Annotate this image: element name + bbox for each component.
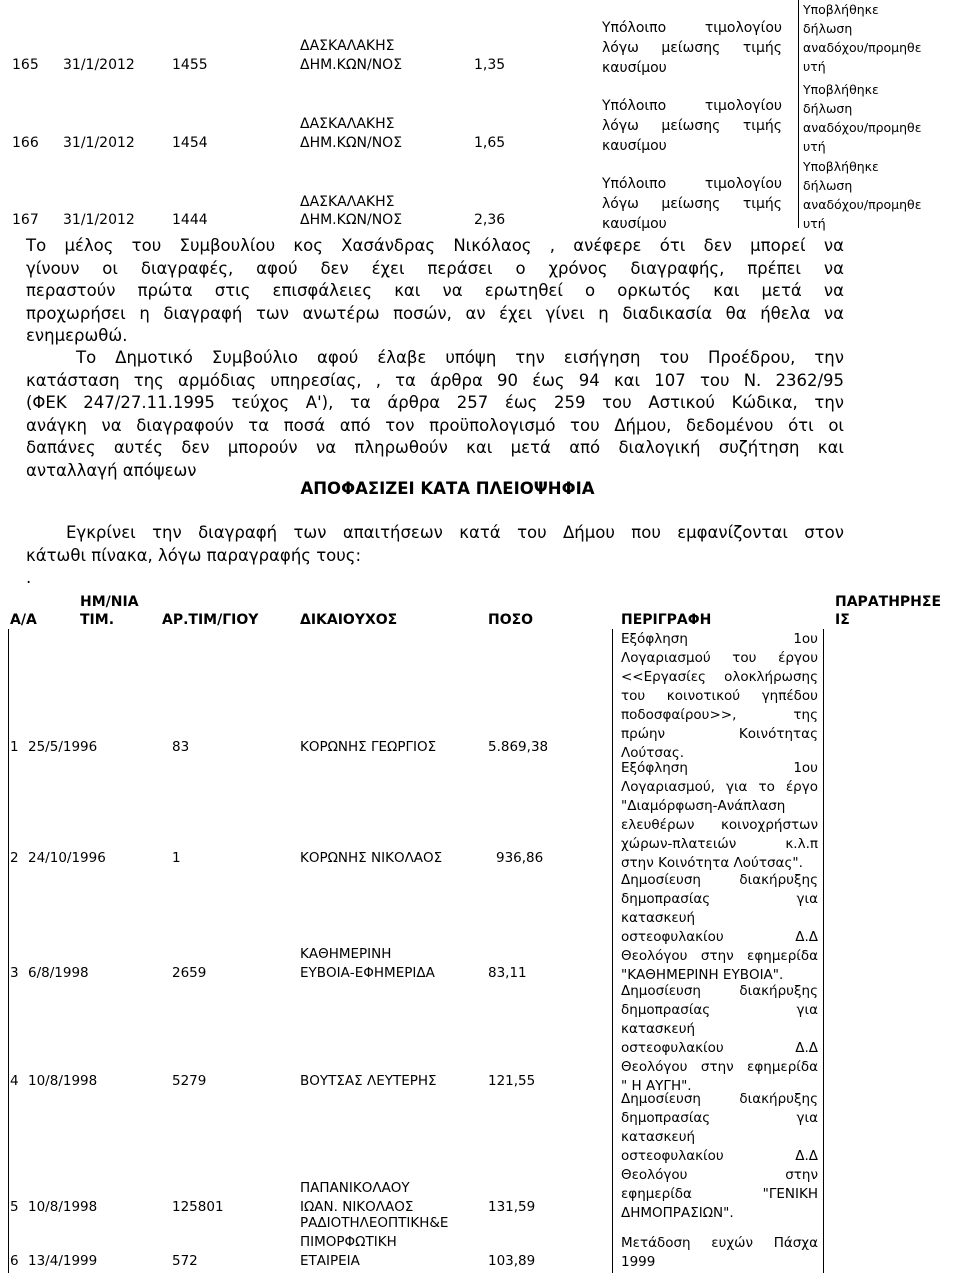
paragraph-line: ενημερωθώ. xyxy=(26,326,128,345)
row-amount: 1,35 xyxy=(474,57,506,73)
cell-aa: 6 xyxy=(10,1253,19,1269)
top-table-divider xyxy=(798,0,799,228)
description-line: Θεολόγου στην εφημερίδα xyxy=(621,1059,818,1075)
paragraph-line: γίνουν οι διαγραφές, αφού δεν έχει περάσει ο χρόνος διαγραφής, πρέπει να xyxy=(26,258,844,278)
paragraph-line: Το μέλος του Συμβουλίου κος Χασάνδρας Νικόλαος , ανέφερε ότι δεν μπορεί να xyxy=(26,236,844,255)
cell-invoice: 572 xyxy=(172,1253,198,1269)
description-line: Θεολόγου στην εφημερίδα xyxy=(621,948,818,964)
row-name-line1: ΔΑΣΚΑΛΑΚΗΣ xyxy=(300,116,395,132)
paragraph-line: προχωρήσει η διαγραφή των ανωτέρω ποσών, αν έχει γίνει η διαδικασία θα ήθελα να xyxy=(26,303,844,323)
paragraph-line: ανάγκη να διαγραφούν τα ποσά από τον προϋπολογισμό του Δήμου, δεδομένου ότι οι xyxy=(26,415,844,435)
row-status-line2: δήλωση xyxy=(803,178,853,193)
description-line: Λούτσας. xyxy=(621,745,685,761)
cell-amount: 103,89 xyxy=(488,1253,536,1269)
council-member-paragraph xyxy=(26,235,844,348)
row-desc-line2: λόγω μείωσης τιμής xyxy=(602,196,782,212)
cell-beneficiary-line2: ΕΥΒΟΙΑ-ΕΦΗΜΕΡΙΔΑ xyxy=(300,965,435,981)
description-line: χώρων-πλατειών κ.λ.π xyxy=(621,836,818,852)
header-remarks-line2: ΙΣ xyxy=(835,612,850,628)
description-line: του κοινοτικού γηπέδου xyxy=(621,688,818,704)
cell-date: 13/4/1999 xyxy=(28,1253,98,1269)
row-status-line4: υτή xyxy=(803,139,826,154)
table-border-left xyxy=(8,629,9,1273)
header-remarks-line1: ΠΑΡΑΤΗΡΗΣΕ xyxy=(835,594,942,610)
description-line: οστεοφυλακίου Δ.Δ xyxy=(621,929,818,945)
row-desc-line3: καυσίμου xyxy=(602,216,667,232)
cell-beneficiary: ΚΟΡΩΝΗΣ ΝΙΚΟΛΑΟΣ xyxy=(300,850,443,866)
description-line: πρώην Κοινότητας xyxy=(621,726,818,742)
paragraph-line: Εγκρίνει την διαγραφή των απαιτήσεων κατά του Δήμου που εμφανίζονται στον xyxy=(66,523,844,542)
cell-aa: 2 xyxy=(10,850,19,866)
cell-date: 10/8/1998 xyxy=(28,1073,98,1089)
description-line: εφημερίδα "ΓΕΝΙΚΗ xyxy=(621,1186,818,1202)
header-description: ΠΕΡΙΓΡΑΦΗ xyxy=(621,612,712,628)
description-line: ελευθέρων κοινοχρήστων xyxy=(621,817,818,833)
paragraph-line: Το Δημοτικό Συμβούλιο αφού έλαβε υπόψη την εισήγηση του Προέδρου, την xyxy=(76,348,844,367)
cell-amount: 936,86 xyxy=(496,850,544,866)
description-line: 1999 xyxy=(621,1254,656,1270)
description-line: Εξόφληση 1ου xyxy=(621,631,818,647)
description-line: " Η ΑΥΓΗ". xyxy=(621,1078,692,1094)
row-desc-line1: Υπόλοιπο τιμολογίου xyxy=(602,176,782,192)
cell-invoice: 83 xyxy=(172,739,190,755)
cell-beneficiary: ΚΟΡΩΝΗΣ ΓΕΩΡΓΙΟΣ xyxy=(300,739,437,755)
cell-description xyxy=(621,1090,818,1223)
row-number: 166 xyxy=(12,135,39,151)
description-line: κατασκευή xyxy=(621,1129,696,1145)
cell-beneficiary-line3: ΕΤΑΙΡΕΙΑ xyxy=(300,1253,360,1269)
description-line: στην Κοινότητα Λούτσας". xyxy=(621,855,803,871)
row-status-line2: δήλωση xyxy=(803,101,853,116)
row-date: 31/1/2012 xyxy=(63,212,135,228)
paragraph-line: κατάσταση της αρμόδιας υπηρεσίας, , τα άρθρα 90 έως 94 και 107 του Ν. 2362/95 xyxy=(26,370,844,390)
paragraph-line: ανταλλαγή απόψεων xyxy=(26,460,197,480)
cell-aa: 3 xyxy=(10,965,19,981)
row-name-line2: ΔΗΜ.ΚΩΝ/ΝΟΣ xyxy=(300,135,403,151)
description-line: ποδοσφαίρου>>, της xyxy=(621,707,818,723)
paragraph-line: δαπάνες αυτές δεν μπορούν να πληρωθούν και μετά από διαλογική συζήτηση και xyxy=(26,438,844,457)
header-aa: Α/Α xyxy=(10,612,37,628)
table-column-divider xyxy=(823,629,824,1273)
cell-amount: 83,11 xyxy=(488,965,527,981)
description-line: δημοπρασίας για xyxy=(621,1110,818,1126)
header-invoice: ΑΡ.ΤΙΜ/ΓΙΟΥ xyxy=(162,612,259,628)
row-name-line1: ΔΑΣΚΑΛΑΚΗΣ xyxy=(300,38,395,54)
paragraph-line: . xyxy=(26,568,32,587)
row-status-line4: υτή xyxy=(803,216,826,231)
council-decision-paragraph xyxy=(26,347,844,482)
row-status-line2: δήλωση xyxy=(803,21,853,36)
description-line: οστεοφυλακίου Δ.Δ xyxy=(621,1040,818,1056)
description-line: Λογαριασμού του έργου xyxy=(621,650,818,666)
header-beneficiary: ΔΙΚΑΙΟΥΧΟΣ xyxy=(300,612,398,628)
paragraph-line: κάτωθι πίνακα, λόγω παραγραφής τους: xyxy=(26,545,362,565)
cell-beneficiary-line1: ΠΑΠΑΝΙΚΟΛΑΟΥ xyxy=(300,1180,410,1196)
row-number: 167 xyxy=(12,212,39,228)
cell-beneficiary-line2: ΠΙΜΟΡΦΩΤΙΚΗ xyxy=(300,1234,397,1250)
description-line: δημοπρασίας για xyxy=(621,891,818,907)
cell-beneficiary-line1: ΡΑΔΙΟΤΗΛΕΟΠΤΙΚΗ&Ε xyxy=(300,1215,449,1231)
description-line: ΔΗΜΟΠΡΑΣΙΩΝ". xyxy=(621,1205,734,1221)
cell-description xyxy=(621,982,818,1096)
description-line: δημοπρασίας για xyxy=(621,1002,818,1018)
row-code: 1455 xyxy=(172,57,208,73)
description-line: Λογαριασμού, για το έργο xyxy=(621,779,818,795)
row-code: 1444 xyxy=(172,212,208,228)
cell-invoice: 5279 xyxy=(172,1073,207,1089)
cell-beneficiary: ΒΟΥΤΣΑΣ ΛΕΥΤΕΡΗΣ xyxy=(300,1073,437,1089)
cell-amount: 5.869,38 xyxy=(488,739,549,755)
row-desc-line2: λόγω μείωσης τιμής xyxy=(602,118,782,134)
row-date: 31/1/2012 xyxy=(63,135,135,151)
description-line: "Διαμόρφωση-Ανάπλαση xyxy=(621,798,786,814)
cell-invoice: 125801 xyxy=(172,1199,224,1215)
row-status-line4: υτή xyxy=(803,59,826,74)
cell-amount: 131,59 xyxy=(488,1199,536,1215)
table-column-divider xyxy=(612,629,613,1273)
cell-aa: 5 xyxy=(10,1199,19,1215)
cell-description xyxy=(621,871,818,985)
cell-date: 24/10/1996 xyxy=(28,850,106,866)
cell-aa: 4 xyxy=(10,1073,19,1089)
row-desc-line2: λόγω μείωσης τιμής xyxy=(602,40,782,56)
row-desc-line1: Υπόλοιπο τιμολογίου xyxy=(602,20,782,36)
header-date-line2: ΤΙΜ. xyxy=(80,612,115,628)
row-desc-line1: Υπόλοιπο τιμολογίου xyxy=(602,98,782,114)
description-line: <<Εργασίες ολοκλήρωσης xyxy=(621,669,818,685)
row-status-line1: Υποβλήθηκε xyxy=(803,159,879,174)
row-status-line3: αναδόχου/προμηθε xyxy=(803,197,922,212)
cell-aa: 1 xyxy=(10,739,19,755)
row-amount: 1,65 xyxy=(474,135,506,151)
paragraph-line: (ΦΕΚ 247/27.11.1995 τεύχος Α'), τα άρθρα 257 έως 259 του Αστικού Κώδικα, την xyxy=(26,393,844,412)
row-number: 165 xyxy=(12,57,39,73)
row-status-line3: αναδόχου/προμηθε xyxy=(803,40,922,55)
decision-heading: ΑΠΟΦΑΣΙΖΕΙ ΚΑΤΑ ΠΛΕΙΟΨΗΦΙΑ xyxy=(300,479,595,498)
cell-description xyxy=(621,1234,818,1272)
cell-invoice: 1 xyxy=(172,850,181,866)
row-name-line2: ΔΗΜ.ΚΩΝ/ΝΟΣ xyxy=(300,57,403,73)
row-amount: 2,36 xyxy=(474,212,506,228)
description-line: Δημοσίευση διακήρυξης xyxy=(621,872,818,888)
row-code: 1454 xyxy=(172,135,208,151)
description-line: Δημοσίευση διακήρυξης xyxy=(621,1091,818,1107)
row-desc-line3: καυσίμου xyxy=(602,60,667,76)
description-line: Εξόφληση 1ου xyxy=(621,760,818,776)
cell-description xyxy=(621,759,818,873)
header-amount: ΠΟΣΟ xyxy=(488,612,534,628)
row-name-line1: ΔΑΣΚΑΛΑΚΗΣ xyxy=(300,194,395,210)
row-date: 31/1/2012 xyxy=(63,57,135,73)
cell-amount: 121,55 xyxy=(488,1073,536,1089)
cell-beneficiary-line1: ΚΑΘΗΜΕΡΙΝΗ xyxy=(300,946,392,962)
approval-paragraph xyxy=(26,522,844,590)
row-status-line1: Υποβλήθηκε xyxy=(803,2,879,17)
row-name-line2: ΔΗΜ.ΚΩΝ/ΝΟΣ xyxy=(300,212,403,228)
cell-date: 10/8/1998 xyxy=(28,1199,98,1215)
header-date-line1: ΗΜ/ΝΙΑ xyxy=(80,594,139,610)
description-line: Δημοσίευση διακήρυξης xyxy=(621,983,818,999)
description-line: Μετάδοση ευχών Πάσχα xyxy=(621,1235,818,1251)
row-desc-line3: καυσίμου xyxy=(602,138,667,154)
paragraph-line: περαστούν πρώτα στις επισφάλειες και να ερωτηθεί ο ορκωτός και μετά να xyxy=(26,281,844,300)
description-line: "ΚΑΘΗΜΕΡΙΝΗ ΕΥΒΟΙΑ". xyxy=(621,967,784,983)
description-line: κατασκευή xyxy=(621,910,696,926)
description-line: οστεοφυλακίου Δ.Δ xyxy=(621,1148,818,1164)
cell-invoice: 2659 xyxy=(172,965,207,981)
row-status-line1: Υποβλήθηκε xyxy=(803,82,879,97)
cell-beneficiary-line2: ΙΩΑΝ. ΝΙΚΟΛΑΟΣ xyxy=(300,1199,414,1215)
description-line: κατασκευή xyxy=(621,1021,696,1037)
cell-date: 6/8/1998 xyxy=(28,965,89,981)
row-status-line3: αναδόχου/προμηθε xyxy=(803,120,922,135)
cell-date: 25/5/1996 xyxy=(28,739,98,755)
cell-description xyxy=(621,630,818,763)
description-line: Θεολόγου στην xyxy=(621,1167,818,1183)
